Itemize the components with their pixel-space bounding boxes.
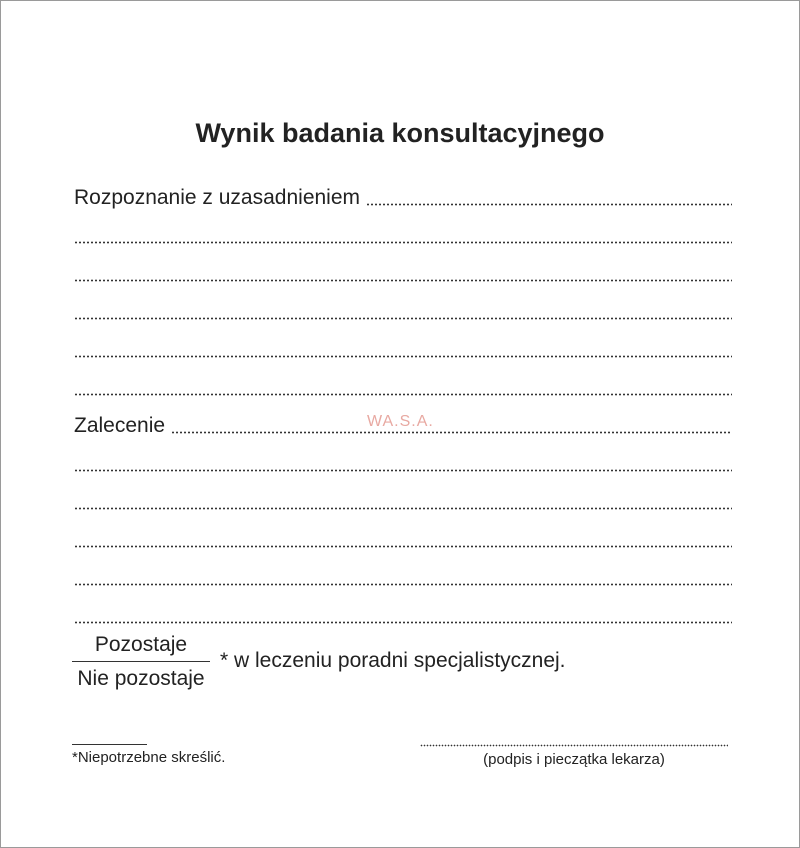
dotted-fill — [74, 545, 732, 548]
dotted-fill — [74, 241, 732, 244]
remains-option[interactable]: Pozostaje — [94, 633, 188, 656]
dotted-fill — [74, 583, 732, 586]
watermark: WA.S.A. — [367, 413, 434, 430]
recommendation-line[interactable] — [74, 522, 732, 552]
recommendation-label: Zalecenie — [74, 414, 166, 437]
signature-label: (podpis i pieczątka lekarza) — [483, 751, 665, 768]
recommendation-line[interactable] — [74, 598, 732, 628]
dotted-fill — [171, 431, 732, 434]
fraction-bar — [72, 661, 210, 662]
diagnosis-label: Rozpoznanie z uzasadnieniem — [74, 186, 361, 209]
dotted-fill — [366, 203, 732, 206]
dotted-fill — [74, 469, 732, 472]
diagnosis-line[interactable] — [74, 180, 732, 210]
recommendation-line[interactable] — [74, 446, 732, 476]
remains-choice[interactable] — [70, 632, 212, 692]
dotted-fill — [74, 317, 732, 320]
dotted-fill — [74, 621, 732, 624]
dotted-fill — [74, 355, 732, 358]
dotted-fill — [74, 393, 732, 396]
dotted-fill — [74, 279, 732, 282]
treatment-text: * w leczeniu poradni specjalistycznej. — [220, 649, 566, 672]
dotted-fill — [74, 507, 732, 510]
signature-line[interactable] — [420, 744, 728, 747]
form-title: Wynik badania konsultacyjnego — [195, 118, 605, 148]
diagnosis-line[interactable] — [74, 256, 732, 286]
not-remains-option[interactable]: Nie pozostaje — [77, 667, 205, 690]
diagnosis-line[interactable] — [74, 218, 732, 248]
diagnosis-line[interactable] — [74, 370, 732, 400]
diagnosis-line[interactable] — [74, 294, 732, 324]
diagnosis-line[interactable] — [74, 332, 732, 362]
footnote: *Niepotrzebne skreślić. — [72, 749, 226, 766]
recommendation-line[interactable] — [74, 560, 732, 590]
footnote-rule — [72, 744, 147, 745]
recommendation-line[interactable] — [74, 484, 732, 514]
